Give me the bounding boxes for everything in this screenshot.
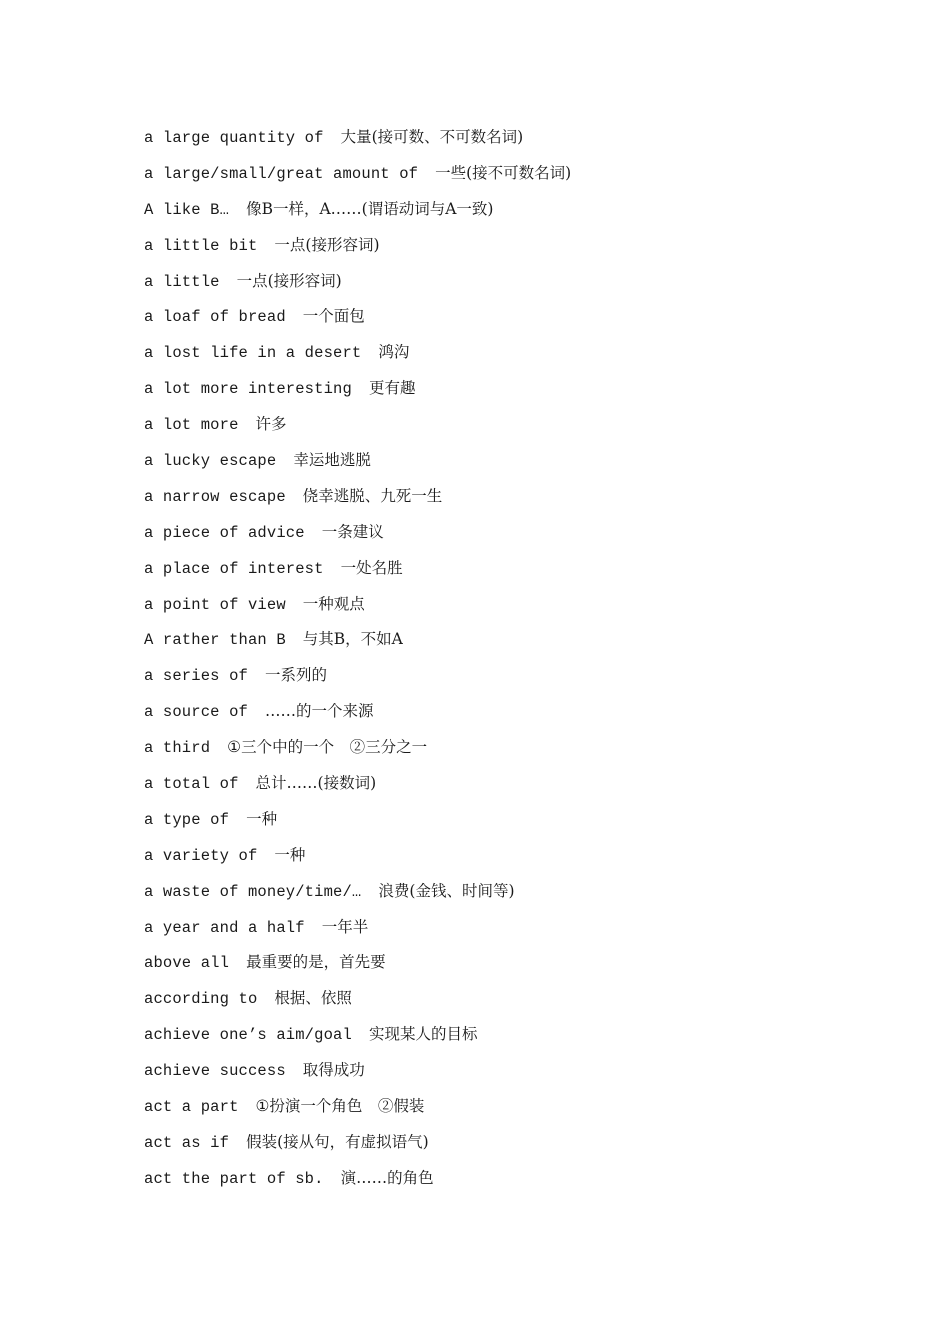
phrase-text: a narrow escape (144, 487, 286, 506)
list-item (144, 445, 571, 481)
meaning-text: 实现某人的目标 (368, 1025, 478, 1044)
meaning-text: 浪费(金钱、时间等) (378, 881, 515, 900)
meaning-text: 总计……(接数词) (255, 774, 377, 793)
phrase-text: a variety of (144, 846, 258, 865)
meaning-text: 一年半 (321, 917, 369, 936)
phrase-text: a series of (144, 667, 248, 686)
list-item (144, 553, 571, 589)
list-item (144, 589, 571, 625)
list-item (144, 337, 571, 373)
list-item (144, 230, 571, 266)
phrase-text: achieve success (144, 1062, 286, 1081)
list-item (144, 301, 571, 337)
meaning-text: 一种 (274, 845, 306, 864)
list-item (144, 660, 571, 696)
meaning-text: 一种观点 (302, 594, 365, 613)
phrase-text: a lot more interesting (144, 380, 352, 399)
list-item (144, 768, 571, 804)
list-item (144, 194, 571, 230)
list-item (144, 1163, 571, 1199)
list-item (144, 517, 571, 553)
meaning-text: 一种 (246, 809, 278, 828)
list-item (144, 840, 571, 876)
list-item (144, 1055, 571, 1091)
list-item (144, 1019, 571, 1055)
list-item (144, 1091, 571, 1127)
phrase-text: a little (144, 272, 220, 291)
list-item (144, 409, 571, 445)
list-item (144, 266, 571, 302)
phrase-text: a piece of advice (144, 523, 305, 542)
list-item (144, 481, 571, 517)
phrase-list (144, 122, 571, 1199)
list-item (144, 983, 571, 1019)
list-item (144, 373, 571, 409)
list-item (144, 912, 571, 948)
list-item (144, 624, 571, 660)
meaning-text: 许多 (255, 415, 287, 434)
phrase-text: a lucky escape (144, 452, 277, 471)
list-item (144, 122, 571, 158)
phrase-text: a lot more (144, 416, 239, 435)
phrase-text: a little bit (144, 236, 258, 255)
phrase-text: a large/small/great amount of (144, 164, 419, 183)
list-item (144, 696, 571, 732)
meaning-text: 像B一样，A……(谓语动词与A一致) (246, 199, 494, 218)
phrase-text: A rather than B (144, 631, 286, 650)
meaning-text: 根据、依照 (274, 989, 352, 1008)
phrase-text: a source of (144, 703, 248, 722)
phrase-text: according to (144, 990, 258, 1009)
list-item (144, 1127, 571, 1163)
meaning-text: 鸿沟 (378, 343, 410, 362)
phrase-text: a third (144, 739, 211, 758)
meaning-text: ……的一个来源 (264, 702, 374, 721)
meaning-text: 一点(接形容词) (236, 271, 342, 290)
meaning-text: 幸运地逃脱 (293, 451, 371, 470)
phrase-text: act a part (144, 1098, 239, 1117)
meaning-text: 更有趣 (368, 379, 416, 398)
meaning-text: 最重要的是，首先要 (246, 953, 386, 972)
meaning-text: 一个面包 (302, 307, 365, 326)
meaning-text: 取得成功 (302, 1061, 365, 1080)
phrase-text: above all (144, 954, 230, 973)
list-item (144, 732, 571, 768)
phrase-text: achieve one’s aim/goal (144, 1026, 352, 1045)
meaning-text: 一点(接形容词) (274, 235, 380, 254)
meaning-text: 侥幸逃脱、九死一生 (302, 486, 443, 505)
meaning-text: 一些(接不可数名词) (435, 163, 572, 182)
phrase-text: a waste of money/time/… (144, 882, 362, 901)
list-item (144, 158, 571, 194)
meaning-text: 与其B，不如A (302, 630, 403, 649)
phrase-text: a place of interest (144, 559, 324, 578)
phrase-text: a year and a half (144, 918, 305, 937)
meaning-text: 大量(接可数、不可数名词) (340, 128, 524, 146)
phrase-text: a type of (144, 810, 230, 829)
phrase-text: A like B… (144, 200, 230, 219)
phrase-text: a loaf of bread (144, 308, 286, 327)
meaning-text: 一条建议 (321, 522, 384, 541)
meaning-text: ①三个中的一个 ②三分之一 (227, 738, 428, 757)
meaning-text: 一处名胜 (340, 558, 403, 577)
phrase-text: a total of (144, 775, 239, 794)
list-item (144, 947, 571, 983)
phrase-text: a large quantity of (144, 129, 324, 147)
phrase-text: act as if (144, 1133, 230, 1152)
meaning-text: 一系列的 (264, 666, 327, 685)
list-item (144, 804, 571, 840)
list-item (144, 876, 571, 912)
phrase-text: act the part of sb. (144, 1169, 324, 1188)
meaning-text: 演……的角色 (340, 1168, 434, 1187)
meaning-text: 假装(接从句，有虚拟语气) (246, 1132, 429, 1151)
phrase-text: a lost life in a desert (144, 344, 362, 363)
phrase-text: a point of view (144, 595, 286, 614)
meaning-text: ①扮演一个角色 ②假装 (255, 1097, 425, 1116)
